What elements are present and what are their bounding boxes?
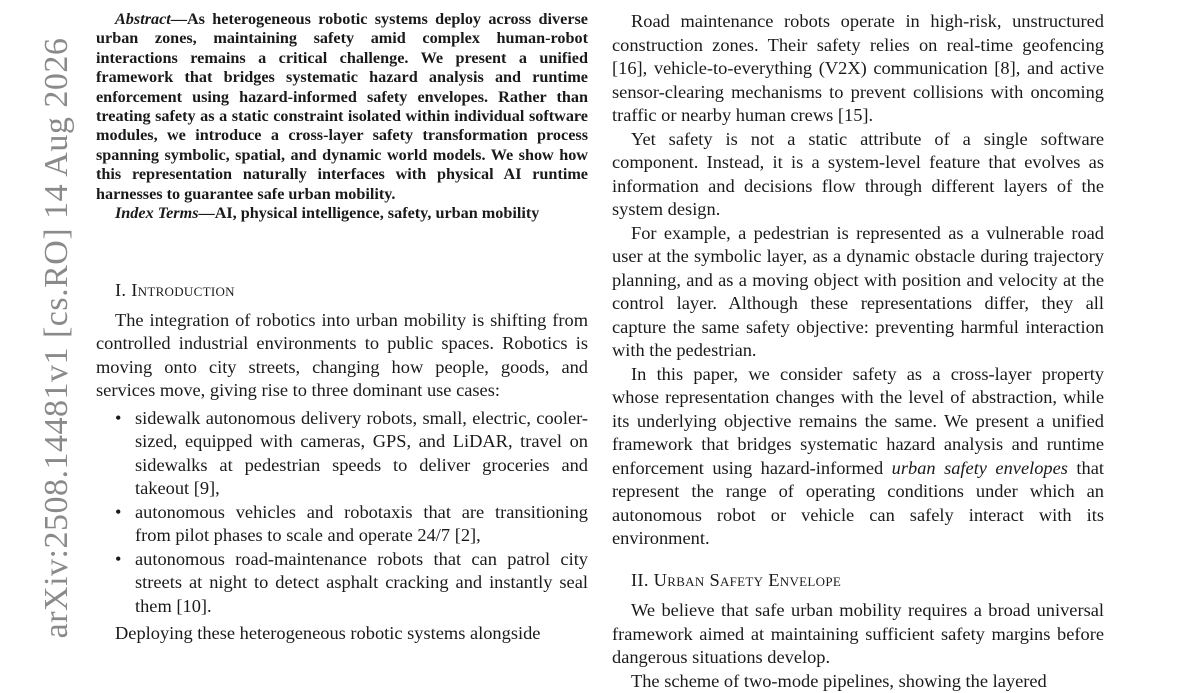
this-paper-text-a: In this paper, we consider safety as a cross-layer property whose representation changes with the level of abstraction, while its underlying objective remains the same. We present a unified framework that bridges systematic hazard analysis and runtime enforcement using hazard-informed bbox=[612, 364, 1104, 478]
index-terms-text: —AI, physical intelligence, safety, urban mobility bbox=[199, 204, 540, 222]
abstract-text: —As heterogeneous robotic systems deploy across diverse urban zones, maintaining safety amid complex human-robot interactions remains a critical challenge. We present a unified framework that bridges systematic hazard analysis and runtime enforcement using hazard-informed safety envelopes. Rather than treating safety as a static constraint isolated within individual software modules, we introduce a cross-layer safety transformation process spanning symbolic, spatial, and dynamic world models. We show how this representation naturally interfaces with physical AI runtime harnesses to guarantee safe urban mobility. bbox=[96, 10, 588, 203]
section-heading-introduction: I. Introduction bbox=[96, 279, 588, 303]
right-column bbox=[612, 10, 1104, 693]
list-item: • sidewalk autonomous delivery robots, small, electric, cooler-sized, equipped with cameras, GPS, and LiDAR, travel on sidewalks at pedestrian speeds to deliver groceries and takeout [9], bbox=[135, 407, 588, 501]
body-paragraph-pedestrian-example: For example, a pedestrian is represented as a vulnerable road user at the symbolic layer, as a dynamic obstacle during trajectory planning, and as a moving object with position and velocity at the control layer. Although these representations differ, they all capture the same safety objective: preventing harmful interaction with the pedestrian. bbox=[612, 222, 1104, 363]
intro-paragraph-1: The integration of robotics into urban mobility is shifting from controlled industrial environments to public spaces. Robotics is moving onto city streets, changing how people, goods, and services move, giving rise to three dominant use cases: bbox=[96, 309, 588, 403]
list-item: • autonomous vehicles and robotaxis that are transitioning from pilot phases to scale and operate 24/7 [2], bbox=[135, 501, 588, 548]
abstract bbox=[96, 10, 588, 204]
this-paper-text-b: that represent the range of operating conditions under which an autonomous robot or vehicle can safely interact with its environment. bbox=[612, 458, 1104, 549]
body-paragraph-road-maintenance: Road maintenance robots operate in high-risk, unstructured construction zones. Their safety relies on real-time geofencing [16], vehicle-to-everything (V2X) communication [8], and active sensor-clearing mechanisms to prevent collisions with oncoming traffic or nearby human crews [15]. bbox=[612, 10, 1104, 128]
arxiv-identifier-stamp: arXiv:2508.14481v1 [cs.RO] 14 Aug 2026 bbox=[38, 38, 76, 639]
index-terms-label: Index Terms bbox=[115, 204, 199, 222]
list-item: • autonomous road-maintenance robots that can patrol city streets at night to detect asphalt cracking and instantly seal them [10]. bbox=[135, 548, 588, 619]
abstract-label: Abstract bbox=[115, 10, 171, 28]
left-column bbox=[96, 10, 588, 646]
use-case-list bbox=[96, 407, 588, 619]
section-heading-urban-safety-envelope: II. Urban Safety Envelope bbox=[612, 569, 1104, 593]
section2-paragraph-1: We believe that safe urban mobility requires a broad universal framework aimed at maintaining sufficient safety margins before dangerous situations develop. bbox=[612, 599, 1104, 670]
this-paper-emphasis: urban safety envelopes bbox=[892, 458, 1068, 478]
section2-paragraph-2: The scheme of two-mode pipelines, showing the layered bbox=[612, 670, 1104, 693]
body-paragraph-safety-attribute: Yet safety is not a static attribute of a single software component. Instead, it is a system-level feature that evolves as information and decisions flow through different layers of the system design. bbox=[612, 128, 1104, 222]
body-paragraph-this-paper bbox=[612, 363, 1104, 551]
intro-paragraph-2: Deploying these heterogeneous robotic systems alongside bbox=[96, 622, 588, 646]
index-terms bbox=[96, 204, 588, 223]
